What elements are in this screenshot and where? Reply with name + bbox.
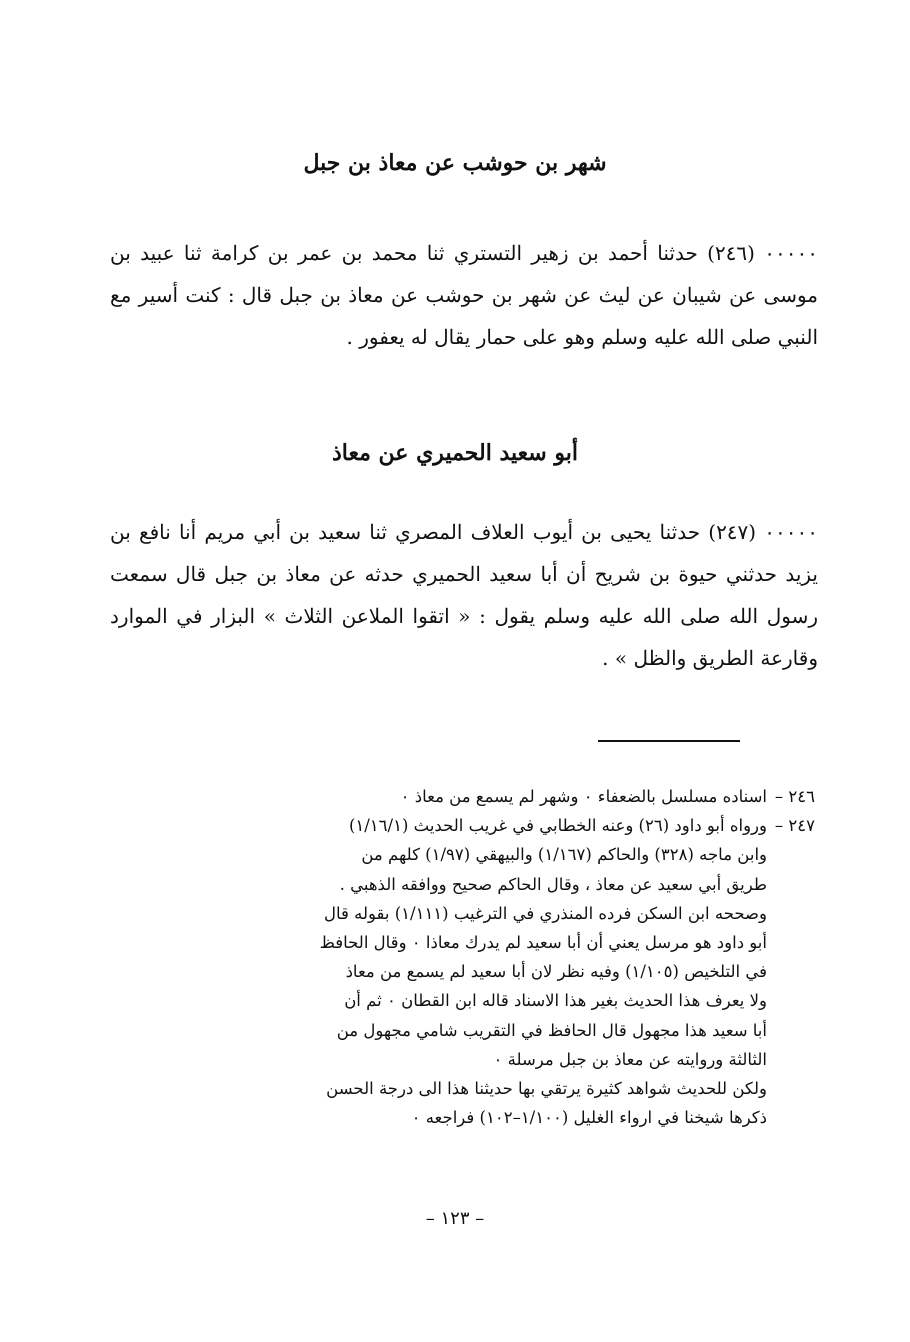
footnote-247-line: أبا سعيد هذا مجهول قال الحافظ في التقريب شامي مجهول من [336,1020,767,1040]
footnote-246-number: ٢٤٦ – [774,787,815,806]
footnote-247-line: ولا يعرف هذا الحديث بغير هذا الاسناد قاله ابن القطان ٠ ثم أن [344,991,767,1011]
footnote-247-number: ٢٤٧ – [774,816,815,836]
footnote-247-line: وابن ماجه (٣٢٨) والحاكم (١/١٦٧) والبيهقي (١/٩٧) كلهم من [361,845,767,865]
footnote-247-continuation [112,840,815,1132]
hadith-247-text: ٠٠٠٠٠ (٢٤٧) حدثنا يحيى بن أيوب العلاف المصري ثنا سعيد بن أبي مريم أنا نافع بن يزيد حدثني حيوة بن شريح أن أبا سعيد الحميري حدثه عن معاذ بن جبل قال سمعت رسول الله صلى الله عليه وسلم يقول : « اتقوا الملاعن الثلاث » البزار في الموارد وقارعة الطريق والظل » . [110,520,818,670]
section-heading-shahr-ibn-hawshab: شهر بن حوشب عن معاذ بن جبل [303,150,607,176]
footnote-247-line: في التلخيص (١/١٠٥) وفيه نظر لان أبا سعيد لم يسمع من معاذ [345,962,767,982]
section-heading-abu-said-al-himyari: أبو سعيد الحميري عن معاذ [332,440,578,466]
footnote-247-line: الثالثة وروايته عن معاذ بن جبل مرسلة ٠ [493,1049,767,1069]
footnote-247-line: طريق أبي سعيد عن معاذ ، وقال الحاكم صحيح ووافقه الذهبي . [339,874,767,894]
footnote-247-line: ورواه أبو داود (٢٦) وعنه الخطابي في غريب الحديث (١/١٦/١) [348,816,767,836]
footnotes [112,782,815,1132]
footnote-246-text: اسناده مسلسل بالضعفاء ٠ وشهر لم يسمع من معاذ ٠ [400,787,767,806]
footnote-246 [112,782,815,811]
hadith-246-text: ٠٠٠٠٠ (٢٤٦) حدثنا أحمد بن زهير التستري ثنا محمد بن عمر بن كرامة ثنا عبيد بن موسى عن شيبان عن ليث عن شهر بن حوشب عن معاذ بن جبل قال : كنت أسير مع النبي صلى الله عليه وسلم وهو على حمار يقال له يعفور . [110,241,818,349]
footnote-247 [112,811,815,840]
footnote-247-line: وصححه ابن السكن فرده المنذري في الترغيب (١/١١١) بقوله قال [323,903,767,923]
footnote-247-line: ذكرها شيخنا في ارواء الغليل (١/١٠٠–١٠٢) فراجعه ٠ [411,1108,767,1128]
page-number: – ١٢٣ – [425,1208,485,1229]
footnote-divider [598,740,740,742]
footnote-247-line: ولكن للحديث شواهد كثيرة يرتقي بها حديثنا هذا الى درجة الحسن [326,1079,767,1099]
footnote-247-line: أبو داود هو مرسل يعني أن أبا سعيد لم يدرك معاذا ٠ وقال الحافظ [319,933,767,953]
